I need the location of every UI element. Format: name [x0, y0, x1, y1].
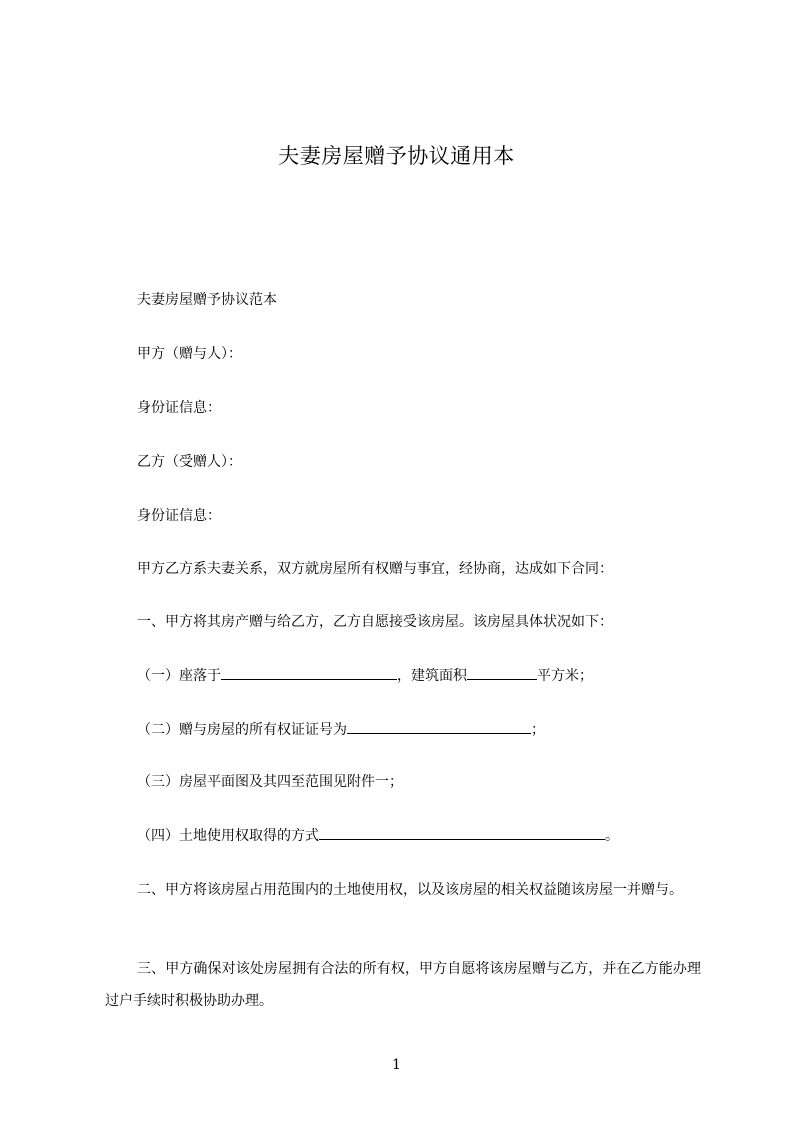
clause-1: 一、甲方将其房产赠与给乙方，乙方自愿接受该房屋。该房屋具体状况如下：: [137, 614, 613, 630]
certificate-blank: [347, 719, 531, 734]
item-4-label: （四）土地使用权取得的方式: [137, 828, 319, 844]
subtitle: 夫妻房屋赠予协议范本: [137, 292, 277, 308]
document-title: 夫妻房屋赠予协议通用本: [278, 144, 515, 168]
item-2-end: ；: [531, 722, 545, 738]
item-1-area-label: ，建筑面积: [397, 668, 467, 684]
item-2-label: （二）赠与房屋的所有权证证号为: [137, 722, 347, 738]
party-a-label: 甲方（赠与人）：: [137, 346, 242, 362]
party-b-id-label: 身份证信息：: [137, 508, 221, 524]
item-4-end: 。: [605, 828, 619, 844]
land-use-blank: [319, 825, 605, 840]
clause-2: 二、甲方将该房屋占用范围内的土地使用权，以及该房屋的相关权益随该房屋一并赠与。: [137, 882, 683, 898]
location-blank: [221, 665, 397, 680]
item-3-floor-plan: （三）房屋平面图及其四至范围见附件一；: [137, 774, 403, 790]
item-4-land-use: [137, 825, 619, 846]
item-2-certificate: [137, 719, 545, 740]
party-a-id-label: 身份证信息：: [137, 400, 221, 416]
item-1-unit: 平方米；: [537, 668, 593, 684]
item-1-location: [137, 665, 593, 686]
clause-3: 三、甲方确保对该处房屋拥有合法的所有权，甲方自愿将该房屋赠与乙方，并在乙方能办理过户手续时积极协助办理。: [105, 961, 701, 1009]
page-number: 1: [392, 1057, 401, 1073]
party-b-label: 乙方（受赠人）：: [137, 454, 242, 470]
area-blank: [467, 665, 537, 680]
preamble: 甲方乙方系夫妻关系，双方就房屋所有权赠与事宜，经协商，达成如下合同：: [137, 561, 613, 577]
item-1-label: （一）座落于: [137, 668, 221, 684]
